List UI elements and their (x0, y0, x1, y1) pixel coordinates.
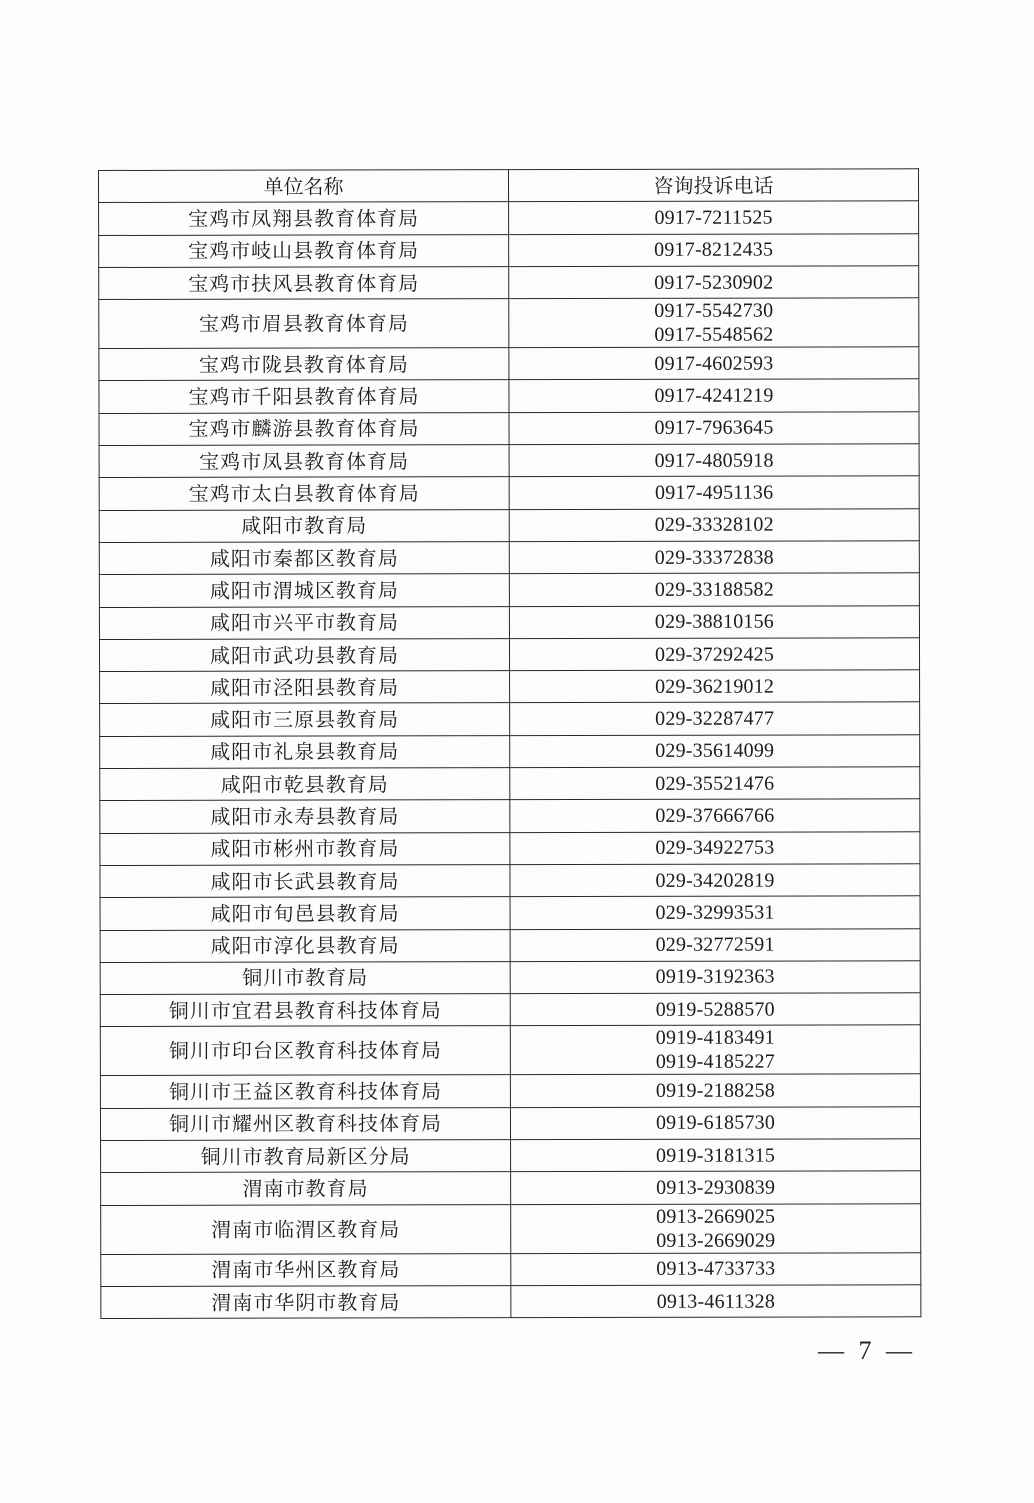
table-row (99, 541, 919, 575)
unit-name-cell: 咸阳市淳化县教育局 (100, 929, 510, 962)
table-row (100, 864, 920, 898)
table-row (99, 379, 919, 413)
unit-name-cell: 宝鸡市岐山县教育体育局 (99, 234, 509, 267)
phone-number: 0919-4185227 (655, 1051, 775, 1074)
phone-number: 029-34202819 (655, 869, 775, 892)
table-row (101, 1139, 921, 1173)
phone-cell (509, 605, 919, 638)
unit-name-cell: 铜川市教育局新区分局 (101, 1140, 511, 1173)
unit-name-cell: 咸阳市三原县教育局 (100, 703, 510, 736)
unit-name-cell: 咸阳市武功县教育局 (99, 638, 509, 671)
unit-name-cell: 宝鸡市麟游县教育体育局 (99, 412, 509, 445)
phone-number: 0913-2930839 (656, 1176, 776, 1199)
phone-number: 0917-5230902 (654, 271, 774, 294)
table-row (100, 961, 920, 995)
unit-name-cell: 宝鸡市千阳县教育体育局 (99, 380, 509, 413)
phone-cell (509, 233, 919, 266)
table-row (99, 298, 919, 349)
contacts-table (98, 168, 921, 1319)
unit-name-cell: 宝鸡市太白县教育体育局 (99, 477, 509, 510)
phone-number: 029-33188582 (654, 578, 774, 601)
phone-number: 0919-2188258 (655, 1079, 775, 1102)
phone-cell (510, 928, 920, 961)
phone-number: 029-34922753 (655, 836, 775, 860)
phone-number: 0917-7211525 (654, 206, 773, 229)
table-row (101, 1171, 921, 1205)
unit-name-cell: 宝鸡市扶风县教育体育局 (99, 267, 509, 300)
unit-name-cell: 咸阳市礼泉县教育局 (100, 735, 510, 768)
table-row (100, 831, 920, 865)
table-row (100, 1074, 920, 1108)
phone-number: 0917-8212435 (654, 238, 774, 262)
table-row (100, 799, 920, 833)
unit-name-cell: 渭南市临渭区教育局 (101, 1204, 511, 1254)
phone-cell (510, 993, 920, 1026)
table-row (100, 670, 920, 704)
phone-number: 029-37666766 (655, 804, 775, 827)
table-row (100, 896, 920, 930)
phone-number: 0919-3181315 (656, 1144, 776, 1167)
phone-cell (510, 1074, 920, 1107)
table-body (99, 201, 921, 1319)
phone-number: 029-33328102 (654, 513, 774, 537)
table-row (99, 508, 919, 542)
table-row (100, 702, 920, 736)
phone-cell (509, 508, 919, 541)
table-row (100, 735, 920, 769)
phone-number: 0913-4733733 (656, 1257, 776, 1281)
table-row (99, 638, 919, 672)
unit-name-cell: 咸阳市兴平市教育局 (99, 606, 509, 639)
phone-cell (510, 702, 920, 735)
phone-cell (511, 1252, 921, 1285)
unit-name-cell: 宝鸡市凤县教育体育局 (99, 445, 509, 478)
phone-number: 0917-5548562 (654, 323, 774, 347)
phone-number: 0919-6185730 (655, 1111, 776, 1135)
phone-cell (510, 767, 920, 800)
phone-number: 0919-3192363 (655, 966, 775, 989)
table-row (99, 444, 919, 478)
unit-name-cell: 咸阳市教育局 (99, 509, 509, 542)
unit-name-cell: 宝鸡市眉县教育体育局 (99, 299, 509, 349)
unit-name-cell: 宝鸡市凤翔县教育体育局 (99, 202, 509, 235)
unit-name-cell: 咸阳市永寿县教育局 (100, 800, 510, 833)
phone-number: 029-35521476 (655, 772, 775, 795)
phone-number: 0917-7963645 (654, 417, 774, 440)
phone-number: 029-35614099 (655, 739, 775, 763)
table-row (99, 605, 919, 639)
phone-number: 029-37292425 (654, 643, 775, 666)
unit-name-cell: 渭南市教育局 (101, 1172, 511, 1205)
unit-name-cell: 咸阳市泾阳县教育局 (100, 671, 510, 704)
page-number: — 7 — (818, 1336, 916, 1365)
table-header (99, 169, 919, 203)
table-row (99, 476, 919, 510)
table-row (99, 201, 919, 235)
phone-cell (509, 638, 919, 671)
phone-cell (510, 831, 920, 864)
unit-name-cell: 铜川市印台区教育科技体育局 (100, 1026, 510, 1076)
table-row (99, 266, 919, 300)
phone-number: 029-32993531 (655, 901, 775, 924)
phone-number: 0917-4805918 (654, 449, 774, 472)
phone-number: 0913-4611328 (656, 1290, 776, 1313)
table-row (100, 1106, 920, 1140)
table-header-row (99, 169, 919, 203)
phone-number: 0917-4951136 (654, 481, 774, 504)
table-row (99, 233, 919, 267)
table-row (101, 1285, 921, 1319)
header-unit-name: 单位名称 (99, 170, 509, 203)
phone-cell (510, 961, 920, 994)
phone-cell (511, 1139, 921, 1172)
unit-name-cell: 渭南市华州区教育局 (101, 1253, 511, 1286)
phone-number: 029-38810156 (654, 610, 775, 634)
unit-name-cell: 铜川市王益区教育科技体育局 (100, 1075, 510, 1108)
phone-cell (510, 735, 920, 768)
phone-cell (509, 476, 919, 509)
phone-number: 0917-4602593 (654, 352, 774, 375)
phone-number: 0917-5542730 (654, 299, 774, 323)
phone-number: 0917-4241219 (654, 384, 774, 407)
phone-number: 029-33372838 (654, 546, 774, 569)
unit-name-cell: 铜川市教育局 (100, 961, 510, 994)
phone-cell (510, 799, 920, 832)
phone-cell (510, 864, 920, 897)
phone-cell (511, 1285, 921, 1318)
table-row (101, 1252, 921, 1286)
unit-name-cell: 铜川市耀州区教育科技体育局 (100, 1107, 510, 1140)
phone-cell (510, 896, 920, 929)
phone-cell (509, 541, 919, 574)
unit-name-cell: 咸阳市渭城区教育局 (99, 574, 509, 607)
phone-number: 0913-2669025 (656, 1205, 776, 1228)
phone-cell (509, 347, 919, 380)
phone-cell (509, 379, 919, 412)
unit-name-cell: 咸阳市秦都区教育局 (99, 542, 509, 575)
unit-name-cell: 咸阳市乾县教育局 (100, 768, 510, 801)
table-row (99, 412, 919, 446)
phone-cell (509, 412, 919, 445)
phone-cell (511, 1171, 921, 1204)
phone-number: 0919-5288570 (655, 998, 775, 1021)
unit-name-cell: 宝鸡市陇县教育体育局 (99, 348, 509, 381)
unit-name-cell: 铜川市宜君县教育科技体育局 (100, 994, 510, 1027)
phone-cell (510, 1025, 920, 1075)
header-complaint-phone: 咨询投诉电话 (509, 169, 919, 202)
table-row (99, 573, 919, 607)
unit-name-cell: 渭南市华阴市教育局 (101, 1286, 511, 1319)
table-row (101, 1203, 921, 1254)
table-row (100, 993, 920, 1027)
phone-cell (509, 298, 919, 348)
unit-name-cell: 咸阳市长武县教育局 (100, 865, 510, 898)
phone-cell (510, 1106, 920, 1139)
phone-number: 029-32287477 (655, 707, 775, 730)
phone-cell (509, 573, 919, 606)
phone-cell (509, 444, 919, 477)
table-row (100, 928, 920, 962)
phone-cell (510, 670, 920, 703)
unit-name-cell: 咸阳市旬邑县教育局 (100, 897, 510, 930)
phone-number: 0919-4183491 (655, 1027, 775, 1050)
phone-number: 0913-2669029 (656, 1229, 776, 1252)
table-row (100, 767, 920, 801)
table-row (100, 1025, 920, 1076)
unit-name-cell: 咸阳市彬州市教育局 (100, 832, 510, 865)
phone-number: 029-36219012 (655, 675, 775, 698)
phone-number: 029-32772591 (655, 933, 775, 957)
table-row (99, 347, 919, 381)
phone-cell (511, 1203, 921, 1253)
phone-cell (509, 201, 919, 234)
phone-cell (509, 266, 919, 299)
